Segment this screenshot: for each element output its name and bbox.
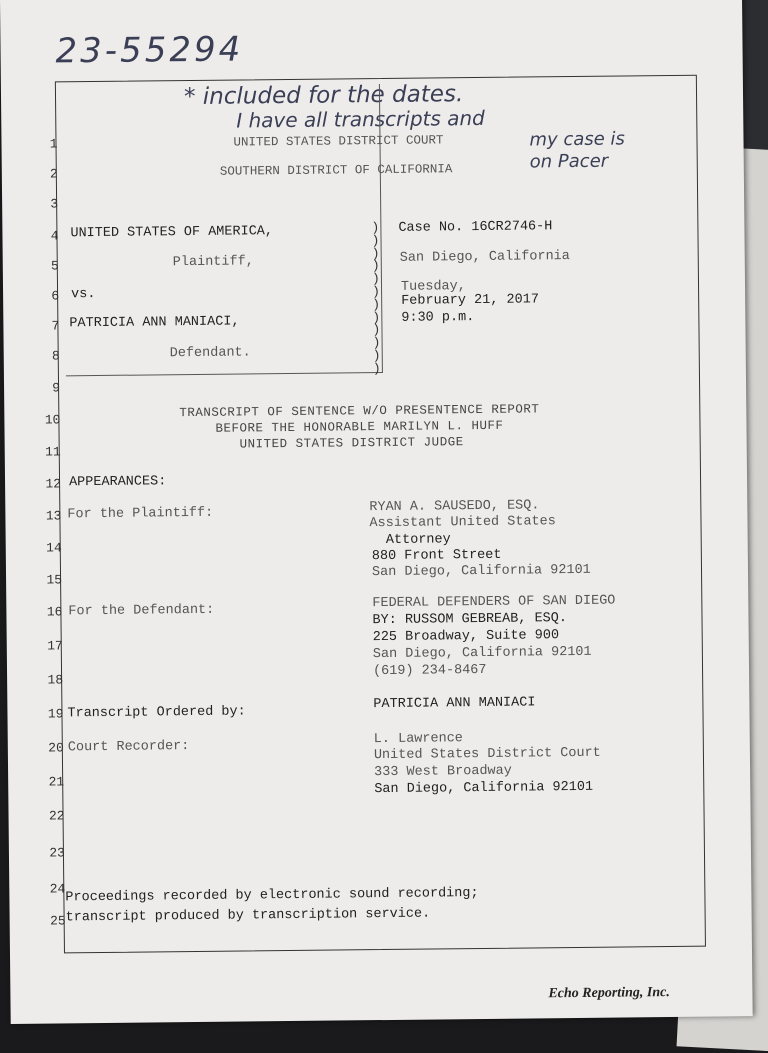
line-number: 25 xyxy=(49,913,66,929)
hearing-location: San Diego, California xyxy=(399,249,570,266)
defendant-role: Defendant. xyxy=(169,345,251,362)
line-number: 4 xyxy=(50,228,59,244)
recorder-label: Court Recorder: xyxy=(67,739,190,756)
ordered-by-value: PATRICIA ANN MANIACI xyxy=(373,695,536,713)
defendant-counsel-line: 225 Broadway, Suite 900 xyxy=(372,628,560,646)
appearances-heading: APPEARANCES: xyxy=(68,474,167,491)
line-number: 23 xyxy=(49,845,66,861)
defendant-counsel-line: FEDERAL DEFENDERS OF SAN DIEGO xyxy=(372,593,616,612)
defendant-counsel-line: BY: RUSSOM GEBREAB, ESQ. xyxy=(372,611,568,629)
handwritten-note-line1: * included for the dates. xyxy=(183,81,464,111)
recorder-line: San Diego, California 92101 xyxy=(374,779,594,798)
plaintiff-label: For the Plaintiff: xyxy=(67,505,214,523)
line-number: 2 xyxy=(49,166,58,182)
line-number: 3 xyxy=(50,196,59,212)
defendant-party: PATRICIA ANN MANIACI, xyxy=(69,314,240,332)
versus: vs. xyxy=(71,287,96,303)
line-number: 12 xyxy=(45,476,62,492)
line-number: 22 xyxy=(48,808,65,824)
defendant-counsel-line: San Diego, California 92101 xyxy=(372,644,592,663)
recorder-line: L. Lawrence xyxy=(373,731,463,748)
line-number: 18 xyxy=(47,672,64,688)
line-number: 1 xyxy=(49,136,58,152)
handwritten-case-number: 23-55294 xyxy=(55,29,244,72)
handwritten-note-line3: my case is on Pacer xyxy=(529,128,625,173)
line-number: 20 xyxy=(48,740,64,756)
district-name: SOUTHERN DISTRICT OF CALIFORNIA xyxy=(219,162,453,179)
recorder-line: United States District Court xyxy=(373,745,601,764)
title-line2: BEFORE THE HONORABLE MARILYN L. HUFF xyxy=(215,418,504,436)
line-number: 5 xyxy=(50,258,59,274)
title-line1: TRANSCRIPT OF SENTENCE W/O PRESENTENCE REPORT xyxy=(179,402,540,421)
line-number: 7 xyxy=(51,318,60,334)
plaintiff-counsel-line: RYAN A. SAUSEDO, ESQ. xyxy=(369,498,540,516)
line-number: 17 xyxy=(47,638,63,654)
line-number: 8 xyxy=(51,348,60,364)
line-number: 16 xyxy=(46,604,63,620)
line-number: 13 xyxy=(45,508,62,524)
title-line3: UNITED STATES DISTRICT JUDGE xyxy=(239,435,464,452)
plaintiff-party: UNITED STATES OF AMERICA, xyxy=(70,224,274,242)
court-name: UNITED STATES DISTRICT COURT xyxy=(233,133,444,150)
reporter-footer: Echo Reporting, Inc. xyxy=(548,985,670,1002)
plaintiff-counsel-line: Assistant United States xyxy=(369,514,556,532)
caption-parentheses: ) ) ) ) ) ) ) ) ) ) ) ) xyxy=(371,220,381,376)
plaintiff-counsel-line: San Diego, California 92101 xyxy=(371,562,591,581)
handwritten-note-line2: I have all transcripts and xyxy=(236,105,485,133)
line-number: 10 xyxy=(44,412,61,428)
line-number: 21 xyxy=(48,774,65,790)
hearing-day: Tuesday, xyxy=(400,279,466,295)
plaintiff-role: Plaintiff, xyxy=(172,254,254,271)
hearing-date: February 21, 2017 xyxy=(401,292,539,309)
case-number: Case No. 16CR2746-H xyxy=(398,219,553,236)
plaintiff-counsel-line: Attorney xyxy=(369,532,451,549)
defendant-counsel-line: (619) 234-8467 xyxy=(372,662,487,680)
closing-line2: transcript produced by transcription service. xyxy=(65,906,431,926)
line-number: 6 xyxy=(51,288,60,304)
line-number: 14 xyxy=(46,540,62,556)
hearing-time: 9:30 p.m. xyxy=(401,310,475,326)
line-number: 9 xyxy=(52,380,61,396)
closing-line1: Proceedings recorded by electronic sound recording; xyxy=(65,886,479,906)
recorder-line: 333 West Broadway xyxy=(374,763,512,781)
defendant-label: For the Defendant: xyxy=(68,602,215,620)
line-number: 11 xyxy=(45,444,61,460)
plaintiff-counsel-line: 880 Front Street xyxy=(371,547,502,565)
ordered-by-label: Transcript Ordered by: xyxy=(67,704,246,722)
line-number: 15 xyxy=(46,572,63,588)
line-number: 19 xyxy=(47,706,64,722)
line-number: 24 xyxy=(49,881,66,897)
